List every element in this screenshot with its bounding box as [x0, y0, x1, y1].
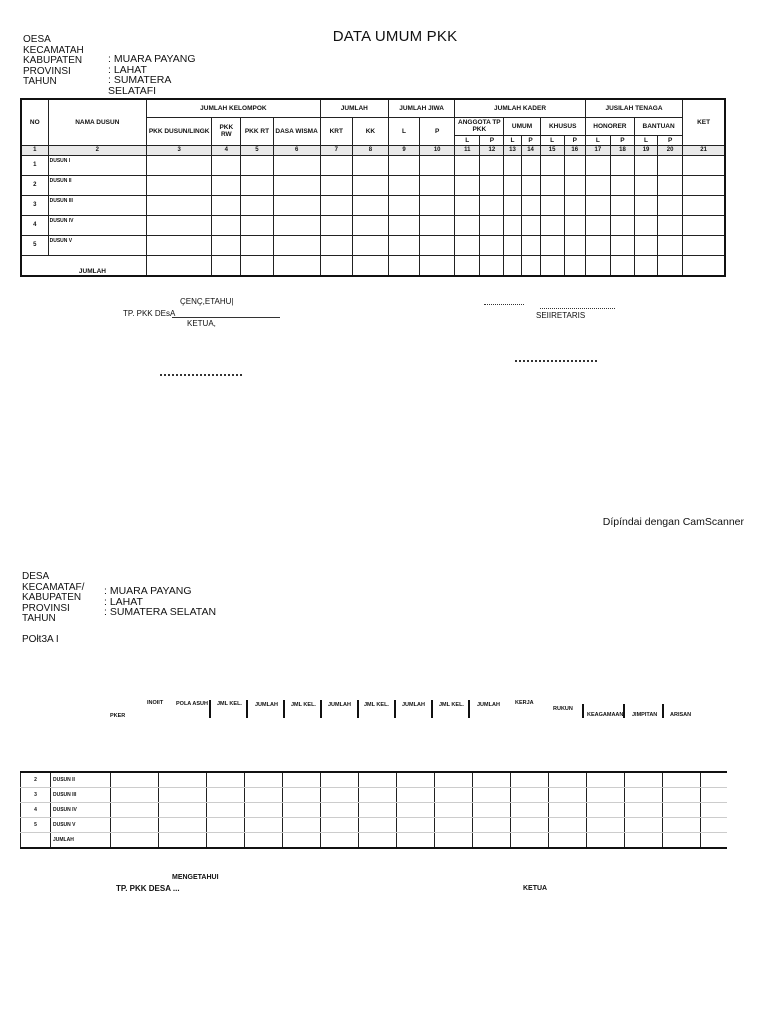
- col-number: 2: [48, 145, 146, 155]
- col-header: RUKUN: [553, 706, 573, 712]
- header-divider: [209, 700, 211, 718]
- col-jumlah-tenaga: JUSILAH TENAGA: [585, 99, 682, 117]
- label-desa: DESA: [22, 571, 50, 582]
- value-desa: : MUARA PAYANG: [104, 585, 192, 597]
- col-anggota-tp: ANGGOTA TP PKK: [455, 117, 504, 135]
- col-header: KERJA: [515, 700, 534, 706]
- sub-label: POłt3A I: [22, 634, 59, 645]
- row-name: DUSUN IV: [51, 803, 111, 818]
- row-no: 2: [21, 772, 51, 788]
- col-pkk-dusun: PKK DUSUN/LINGK: [147, 117, 212, 145]
- col-jumlah-jiwa: JUMLAH JIWA: [388, 99, 454, 117]
- header-values: [108, 54, 196, 96]
- row-name: DUSUN II: [48, 175, 146, 195]
- col-number: 13: [504, 145, 521, 155]
- sig-sekretaris: SEIIRETARIS: [536, 311, 586, 320]
- col-header: JML KEL.: [291, 702, 316, 708]
- label-provinsi: PROVINSI: [23, 65, 71, 77]
- lp-cell: L: [585, 135, 610, 145]
- row-no: 3: [21, 788, 51, 803]
- lp-cell: P: [480, 135, 504, 145]
- label-kabupaten: KABUPATEN: [23, 55, 83, 66]
- col-header: JUMLAH: [255, 702, 278, 708]
- col-header: KEAGAMAAN: [587, 712, 624, 718]
- row-name: DUSUN V: [48, 235, 146, 255]
- col-no: NO: [21, 99, 48, 145]
- label-desa: OESA: [23, 34, 51, 45]
- row-no: 4: [21, 803, 51, 818]
- table-row: [21, 235, 725, 255]
- label-kecamatan: KECAMATAH: [23, 44, 84, 56]
- col-umum: UMUM: [504, 117, 540, 135]
- header-divider: [662, 704, 664, 718]
- sig-dots: [540, 308, 615, 309]
- lp-cell: P: [658, 135, 683, 145]
- sig-dots: [484, 304, 524, 305]
- col-honorer: HONORER: [585, 117, 634, 135]
- data-table-2: [20, 771, 727, 849]
- header-divider: [623, 704, 625, 718]
- col-number: 1: [21, 145, 48, 155]
- row-name: DUSUN III: [48, 195, 146, 215]
- column-number-row: [21, 145, 725, 155]
- header-divider: [394, 700, 396, 718]
- col-number: 21: [683, 145, 725, 155]
- total-row: [21, 833, 727, 849]
- col-number: 17: [585, 145, 610, 155]
- sig-org-line: [172, 317, 280, 318]
- col-header: ARISAN: [670, 712, 692, 718]
- table-row: [21, 803, 727, 818]
- col-header: JIMPITAN: [632, 712, 658, 718]
- col-number: 12: [480, 145, 504, 155]
- table-row: [21, 215, 725, 235]
- value-provinsi: : SUMATERA SELATAN: [104, 606, 217, 618]
- col-number: 20: [658, 145, 683, 155]
- header-divider: [357, 700, 359, 718]
- col-number: 18: [610, 145, 634, 155]
- col-header: JUMLAH: [402, 702, 425, 708]
- header-values-2: [104, 586, 216, 618]
- header-divider: [320, 700, 322, 718]
- header-labels-2: [22, 572, 84, 625]
- header-divider: [582, 704, 584, 718]
- sig-name-line: [515, 360, 597, 362]
- lp-cell: L: [455, 135, 480, 145]
- lp-cell: L: [540, 135, 564, 145]
- sig2-ketua: KETUA: [523, 885, 548, 892]
- scanner-watermark: Dípíndai dengan CamScanner: [602, 516, 744, 528]
- header-labels: [23, 35, 84, 88]
- col-number: 16: [564, 145, 585, 155]
- header-divider: [431, 700, 433, 718]
- sig2-mengetahui: MENGETAHUI: [172, 874, 219, 881]
- col-number: 4: [212, 145, 241, 155]
- table-row: [21, 788, 727, 803]
- label-provinsi: PROVINSI: [22, 602, 70, 614]
- total-row: [21, 255, 725, 276]
- label-tahun: TAHUN: [22, 613, 56, 624]
- value-kabupaten: : LAHAT: [104, 595, 143, 608]
- row-no: 4: [21, 215, 48, 235]
- header-divider: [468, 700, 470, 718]
- row-name: DUSUN IV: [48, 215, 146, 235]
- col-bantuan: BANTUAN: [635, 117, 683, 135]
- sig-ketua: KETUA,: [187, 319, 216, 328]
- row-name: DUSUN I: [48, 155, 146, 175]
- col-number: 14: [521, 145, 540, 155]
- label-kecamatan: KECAMATAF/: [22, 581, 85, 593]
- table-row: [21, 818, 727, 833]
- row-no: 5: [21, 818, 51, 833]
- value-provinsi: : SUMATERA: [108, 74, 172, 86]
- col-jumlah-kader: JUMLAH KADER: [455, 99, 586, 117]
- col-number: 8: [352, 145, 388, 155]
- value-kabupaten: : LAHAT: [108, 63, 147, 76]
- sig-name-line: [160, 374, 242, 376]
- col-dasa-wisma: DASA WISMA: [273, 117, 320, 145]
- sig-org: TP. PKK DEsA: [123, 309, 176, 318]
- col-header: JML KEL.: [217, 701, 242, 707]
- data-table: [20, 98, 726, 277]
- col-jumlah: JUMLAH: [320, 99, 388, 117]
- page-title: DATA UMUM PKK: [332, 28, 458, 45]
- col-number: 6: [273, 145, 320, 155]
- row-name: DUSUN II: [51, 772, 111, 788]
- col-number: 11: [455, 145, 480, 155]
- total-label: JUMLAH: [21, 255, 147, 276]
- col-header: POLA ASUH: [176, 701, 208, 707]
- table-row: [21, 155, 725, 175]
- col-header: INOIIT: [147, 700, 164, 706]
- row-no: 1: [21, 155, 48, 175]
- col-jiwa-l: L: [388, 117, 419, 145]
- col-krt: KRT: [320, 117, 352, 145]
- row-no: 5: [21, 235, 48, 255]
- table-row: [21, 195, 725, 215]
- lp-cell: P: [564, 135, 585, 145]
- col-header: PKER: [110, 713, 126, 719]
- lp-cell: L: [635, 135, 658, 145]
- header-divider: [283, 700, 285, 718]
- col-header: JUMLAH: [328, 702, 351, 708]
- col-number: 3: [147, 145, 212, 155]
- col-kk: KK: [352, 117, 388, 145]
- col-pkk-rw: PKK RW: [212, 117, 241, 145]
- col-khusus: KHUSUS: [540, 117, 585, 135]
- label-kabupaten: KABUPATEN: [22, 592, 82, 603]
- col-number: 19: [635, 145, 658, 155]
- value-provinsi-cont: SELATAFI: [108, 84, 157, 97]
- lp-cell: L: [504, 135, 521, 145]
- sig2-org: TP. PKK DESA ...: [116, 884, 180, 893]
- table-row: [21, 772, 727, 788]
- col-jumlah-kelompok: JUMLAH KELOMPOK: [147, 99, 321, 117]
- row-no: [21, 833, 51, 849]
- lp-cell: P: [521, 135, 540, 145]
- row-name: DUSUN V: [51, 818, 111, 833]
- col-number: 5: [241, 145, 273, 155]
- col-number: 15: [540, 145, 564, 155]
- label-tahun: TAHUN: [23, 76, 57, 87]
- col-header: JML KEL.: [439, 702, 464, 708]
- row-name: DUSUN III: [51, 788, 111, 803]
- value-desa: : MUARA PAYANG: [108, 53, 196, 65]
- col-number: 9: [388, 145, 419, 155]
- sig-mengetahui: ÇENÇ,ETAHU|: [180, 297, 234, 306]
- table-row: [21, 175, 725, 195]
- row-no: 2: [21, 175, 48, 195]
- col-ket: KET: [683, 99, 725, 145]
- header-divider: [246, 700, 248, 718]
- row-name: JUMLAH: [51, 833, 111, 849]
- col-number: 7: [320, 145, 352, 155]
- col-header: JML KEL.: [364, 702, 389, 708]
- lp-cell: P: [610, 135, 634, 145]
- row-no: 3: [21, 195, 48, 215]
- col-header: JUMLAH: [477, 702, 500, 708]
- col-number: 10: [420, 145, 455, 155]
- col-pkk-rt: PKK RT: [241, 117, 273, 145]
- col-jiwa-p: P: [420, 117, 455, 145]
- col-nama-dusun: NAMA DUSUN: [48, 99, 146, 145]
